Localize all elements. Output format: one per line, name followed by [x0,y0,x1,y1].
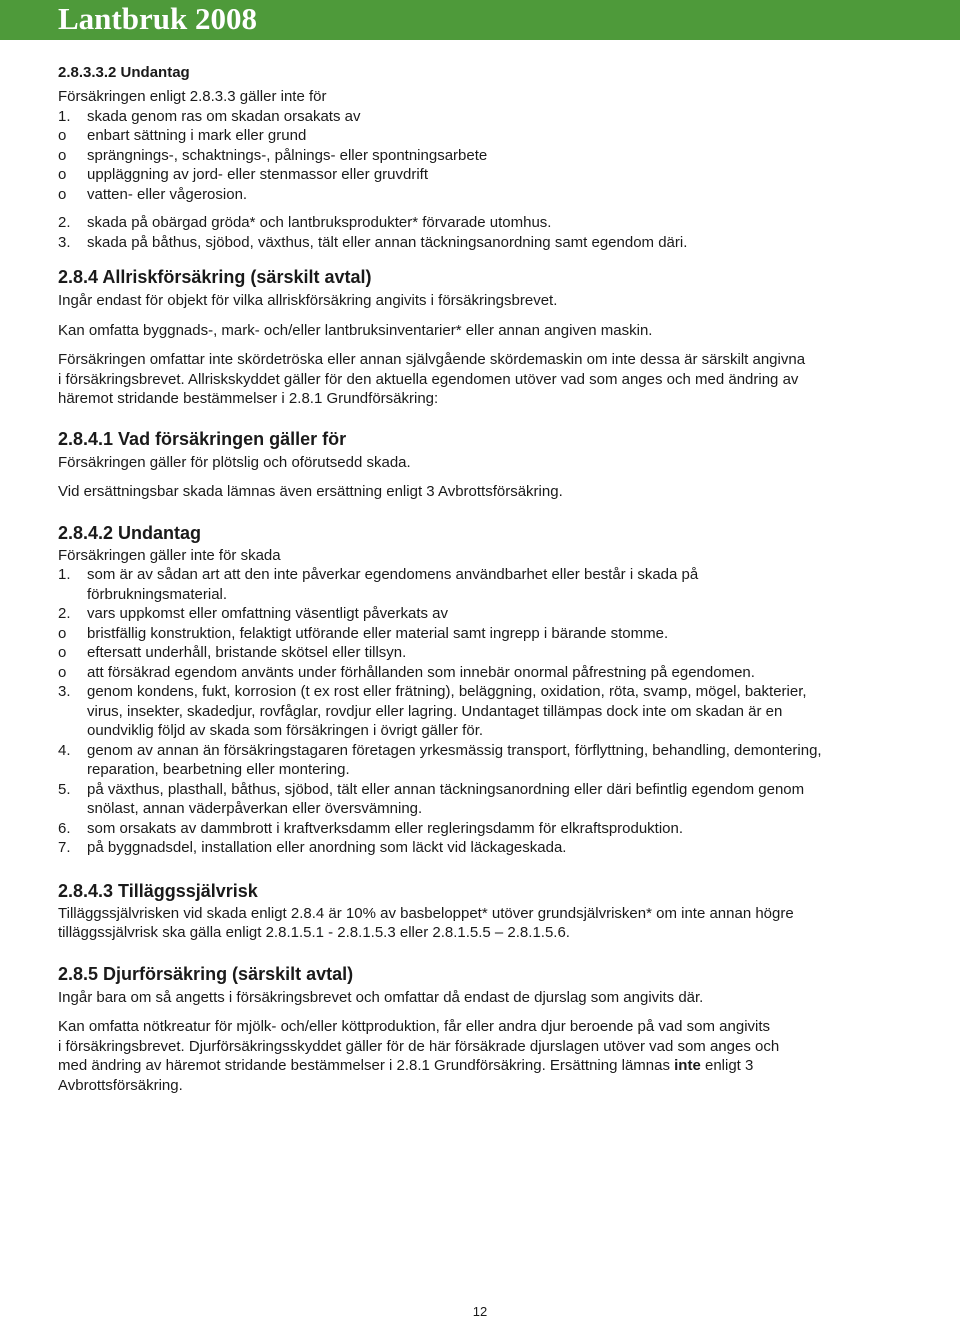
paragraph [58,1017,908,1095]
paragraph-line: Avbrottsförsäkring. [58,1076,183,1094]
list-text: bristfällig konstruktion, felaktigt utförande eller material samt ingrepp i bärande stomme. [87,624,669,642]
list-marker: 2. [58,605,71,622]
list-marker: o [58,127,67,144]
section-heading: 2.8.5 Djurförsäkring (särskilt avtal) [58,963,354,984]
paragraph-line: Kan omfatta nötkreatur för mjölk- och/eller köttproduktion, får eller andra djur beroende på vad som angivits [58,1018,771,1035]
list-marker: o [58,644,67,661]
paragraph: Försäkringen gäller för plötslig och oförutsedd skada. [58,453,411,471]
paragraph: Kan omfatta byggnads-, mark- och/eller lantbruksinventarier* eller annan angiven maskin. [58,321,653,339]
list-item [58,780,908,819]
list-item [58,213,908,233]
list-marker: 2. [58,214,71,231]
paragraph: Ingår bara om så angetts i försäkringsbrevet och omfattar då endast de djurslag som angivits där. [58,988,704,1006]
list-text: vars uppkomst eller omfattning väsentligt påverkats av [87,605,449,622]
list-item [58,682,908,741]
list-text: eftersatt underhåll, bristande skötsel eller tillsyn. [87,644,407,661]
list-marker: 1. [58,566,71,583]
list-item [58,819,908,839]
list-marker: 3. [58,683,71,700]
list-marker: 1. [58,107,71,125]
paragraph: Försäkringen enligt 2.8.3.3 gäller inte för [58,88,327,105]
paragraph-line: i försäkringsbrevet. Allriskskyddet gäller för den aktuella egendomen utöver vad som anges och med ändring av [58,370,799,388]
section-2-8-5 [58,962,908,1096]
list-item [58,741,908,780]
list-text: skada på obärgad gröda* och lantbruksprodukter* förvarade utomhus. [87,214,552,231]
list-text: vatten- eller vågerosion. [87,185,248,203]
list-item [58,165,908,185]
paragraph-line: i försäkringsbrevet. Djurförsäkringsskyddet gäller för de här försäkrade djurslagen utöver vad som anges och [58,1037,780,1055]
list-marker: o [58,185,67,203]
list-text: som orsakats av dammbrott i kraftverksdamm eller regleringsdamm för elkraftsproduktion. [87,819,684,837]
list-marker: o [58,663,67,681]
document-body [58,63,908,1095]
list-text: på växthus, plasthall, båthus, sjöbod, tält eller annan täckningsanordning eller däri befintlig egendom genom snölast, annan väderpåverkan eller översvämning. [87,780,805,817]
heading-text: 4 Allriskförsäkring (särskilt avtal) [88,267,372,287]
heading-number: 2.8. [58,267,89,287]
list-text: sprängnings-, schaktnings-, pålnings- eller spontningsarbete [87,146,488,164]
list-marker: o [58,146,67,164]
list-text: skada genom ras om skadan orsakats av [87,107,361,125]
list-item [58,185,908,205]
list-marker: 4. [58,741,71,759]
paragraph: Vid ersättningsbar skada lämnas även ersättning enligt 3 Avbrottsförsäkring. [58,483,563,500]
list-text: uppläggning av jord- eller stenmassor eller gruvdrift [87,166,429,183]
paragraph-line: Tilläggssjälvrisken vid skada enligt 2.8.4 är 10% av basbeloppet* utöver grundsjälvrisken* om inte annan högre [58,904,794,922]
paragraph-line: tilläggssjälvrisk ska gälla enligt 2.8.1.5.1 - 2.8.1.5.3 eller 2.8.1.5.5 – 2.8.1.5.6. [58,924,570,941]
section-2-8-4-1 [58,427,908,502]
section-2-8-4-2 [58,521,908,858]
document-title: Lantbruk 2008 [58,1,257,36]
page-number: 12 [472,1304,488,1319]
list-text: på byggnadsdel, installation eller anordning som läckt vid läckageskada. [87,839,567,856]
header-banner [0,0,960,40]
list-marker: 3. [58,233,71,251]
list-marker: o [58,166,67,183]
list-marker: 6. [58,819,71,837]
section-heading [58,265,908,289]
list-text: skada på båthus, sjöbod, växthus, tält eller annan täckningsanordning samt egendom däri. [87,233,688,251]
section-2-8-4 [58,265,908,409]
paragraph-line: häremot stridande bestämmelser i 2.8.1 Grundförsäkring: [58,390,439,407]
section-heading: 2.8.3.3.2 Undantag [58,64,190,81]
paragraph-line: med ändring av häremot stridande bestämmelser i 2.8.1 Grundförsäkring. Ersättning lämnas inte enligt 3 [58,1057,754,1074]
list-item [58,604,908,624]
list-item [58,126,908,146]
paragraph: Ingår endast för objekt för vilka allriskförsäkring angivits i försäkringsbrevet. [58,292,558,309]
list-text: enbart sättning i mark eller grund [87,127,307,144]
paragraph-line: Försäkringen omfattar inte skördetröska eller annan självgående skördemaskin om inte dessa är särskilt angivna [58,351,806,368]
section-heading: 2.8.4.3 Tilläggssjälvrisk [58,880,258,901]
section-2-8-4-3 [58,879,908,943]
list-item [58,233,908,253]
list-text: genom kondens, fukt, korrosion (t ex rost eller frätning), beläggning, oxidation, röta, svamp, mögel, bakterier, virus, insekter, skadedjur, rovfåglar, rovdjur eller lagring. Undantaget tillämpas dock inte om skadan är en oundviklig följd av skada som försäkringen i övrigt gäller för. [87,683,807,739]
list-text: som är av sådan art att den inte påverkar egendomens användbarhet eller består i skada på förbrukningsmaterial. [87,566,699,603]
paragraph [58,350,908,409]
section-heading: 2.8.4.1 Vad försäkringen gäller för [58,428,347,449]
list-marker: o [58,624,67,642]
list-item [58,624,908,644]
list-text: att försäkrad egendom använts under förhållanden som innebär onormal påfrestning på egendomen. [87,663,755,681]
emphasis: inte [674,1057,701,1074]
list-item [58,643,908,663]
list-item [58,663,908,683]
list-item [58,838,908,858]
list-item [58,565,908,604]
list-marker: 7. [58,839,71,856]
section-heading: 2.8.4.2 Undantag [58,522,202,543]
section-2-8-3-3-2 [58,63,908,252]
list-text: genom av annan än försäkringstagaren företagen yrkesmässig transport, förflyttning, behandling, demontering, reparation, bearbetning eller montering. [87,741,822,778]
list-item [58,107,908,127]
paragraph: Försäkringen gäller inte för skada [58,546,281,564]
list-item [58,146,908,166]
list-marker: 5. [58,780,71,798]
